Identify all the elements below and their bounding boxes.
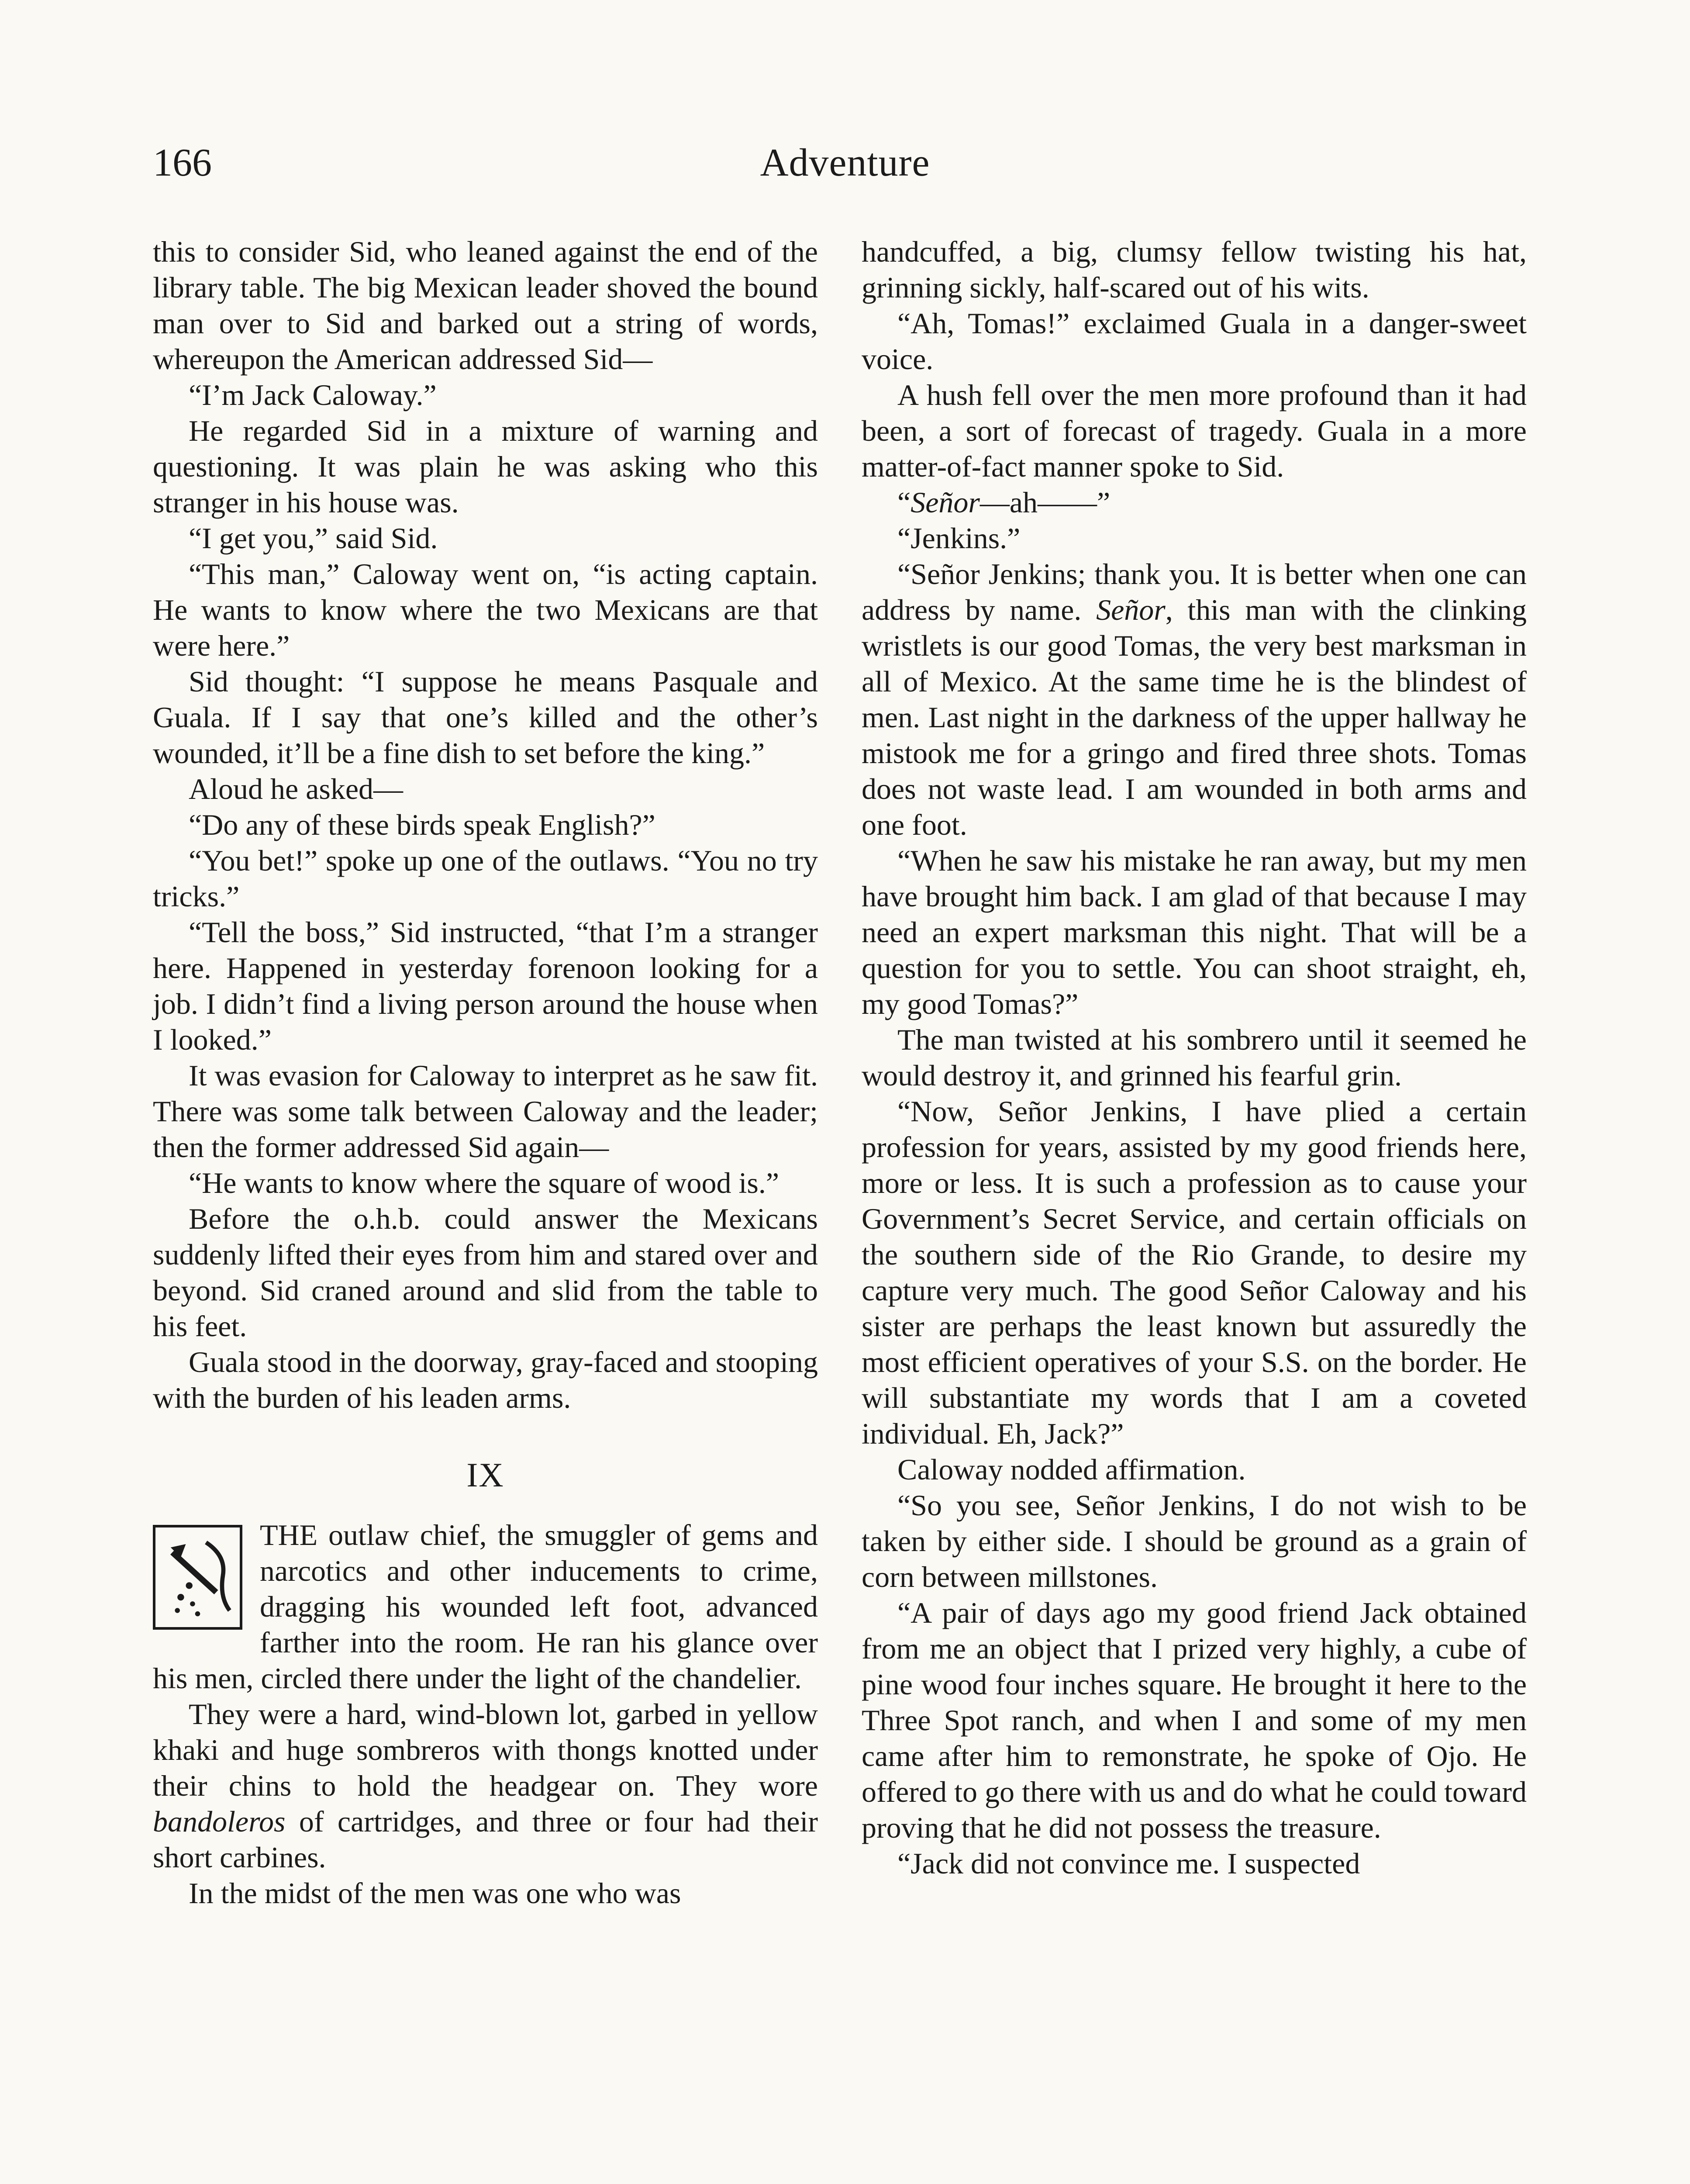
paragraph: Sid thought: “I suppose he means Pasquale and Guala. If I say that one’s killed and the other’s wounded, it’ll be a fine dish to set before the king.”: [153, 665, 818, 770]
paragraph: “Señor Jenkins; thank you. It is better when one can address by name. Señor, this man with the clinking wristlets is our good Tomas, the very best marksman in all of Mexico. At the same time he is the blindest of men. Last night in the darkness of the upper hallway he mistook me for a gringo and fired three shots. Tomas does not waste lead. I am wounded in both arms and one foot.: [862, 557, 1527, 841]
paragraph: “So you see, Señor Jenkins, I do not wish to be taken by either side. I should be ground as a grain of corn between millstones.: [862, 1489, 1527, 1593]
paragraph: “I get you,” said Sid.: [189, 522, 438, 555]
paragraph: “You bet!” spoke up one of the outlaws. “You no try tricks.”: [153, 844, 818, 913]
paragraph: Caloway nodded affirmation.: [897, 1453, 1246, 1486]
paragraph: “Jenkins.”: [897, 522, 1021, 555]
paragraph: Guala stood in the doorway, gray-faced and stooping with the burden of his leaden arms.: [153, 1345, 818, 1414]
paragraph: They were a hard, wind-blown lot, garbed in yellow khaki and huge sombreros with thongs knotted under their chins to hold the headgear on. They wore bandoleros of cartridges, and three or four had their short carbines.: [153, 1697, 818, 1874]
section-number: IX: [466, 1456, 504, 1494]
paragraph: “Tell the boss,” Sid instructed, “that I’m a stranger here. Happened in yesterday forenoon looking for a job. I didn’t find a living person around the house when I looked.”: [153, 916, 818, 1056]
dropcap-paragraph: [153, 1517, 818, 1696]
paragraph: “Jack did not convince me. I suspected: [897, 1847, 1360, 1880]
paragraph: Aloud he asked—: [189, 772, 404, 805]
paragraph: The man twisted at his sombrero until it seemed he would destroy it, and grinned his fearful grin.: [862, 1023, 1527, 1092]
paragraph: In the midst of the men was one who was: [189, 1876, 681, 1910]
paragraph: “Now, Señor Jenkins, I have plied a certain profession for years, assisted by my good friends here, more or less. It is such a profession as to cause your Government’s Secret Service, and certain officials on the southern side of the Rio Grande, to desire my capture very much. The good Señor Caloway and his sister are perhaps the least known but assuredly the most efficient operatives of your S.S. on the border. He will substantiate my words that I am a coveted individual. Eh, Jack?”: [862, 1095, 1527, 1450]
paragraph: this to consider Sid, who leaned against the end of the library table. The big Mexican leader shoved the bound man over to Sid and barked out a string of words, whereupon the American addressed Sid—: [153, 235, 818, 376]
italic-word: Señor: [1096, 593, 1166, 626]
page-number: 166: [153, 141, 212, 184]
dropcap-text: THE outlaw chief, the smuggler of gems and narcotics and other inducements to crime, dragging his wounded left foot, advanced farther into the room. He ran his glance over his men, circled there under the light of the chandelier.: [153, 1518, 818, 1695]
paragraph: “Do any of these birds speak English?”: [189, 808, 655, 841]
paragraph: He regarded Sid in a mixture of warning and questioning. It was plain he was asking who this stranger in his house was.: [153, 414, 818, 519]
paragraph: “I’m Jack Caloway.”: [189, 378, 437, 411]
paragraph: “When he saw his mistake he ran away, but my men have brought him back. I am glad of that because I may need an expert marksman this night. That will be a question for you to settle. You can shoot straight, eh, my good Tomas?”: [862, 844, 1527, 1020]
running-header: [153, 139, 1537, 209]
right-column: [862, 234, 1527, 1881]
paragraph: “Ah, Tomas!” exclaimed Guala in a danger-sweet voice.: [862, 307, 1527, 376]
paragraph: It was evasion for Caloway to interpret as he saw fit. There was some talk between Caloway and the leader; then the former addressed Sid again—: [153, 1059, 818, 1164]
italic-word: bandoleros: [153, 1805, 286, 1838]
left-column: [153, 234, 818, 1911]
paragraph: “This man,” Caloway went on, “is acting captain. He wants to know where the two Mexicans are that were here.”: [153, 557, 818, 662]
paragraph: A hush fell over the men more profound than it had been, a sort of forecast of tragedy. Guala in a more matter-of-fact manner spoke to Sid.: [862, 378, 1527, 483]
running-title: Adventure: [760, 141, 930, 184]
paragraph: Before the o.h.b. could answer the Mexicans suddenly lifted their eyes from him and stared over and beyond. Sid craned around and slid from the table to his feet.: [153, 1202, 818, 1343]
illustrated-initial-icon: [153, 1525, 242, 1630]
paragraph: “Señor—ah——”: [897, 486, 1111, 519]
paragraph: handcuffed, a big, clumsy fellow twisting his hat, grinning sickly, half-scared out of his wits.: [862, 235, 1527, 304]
paragraph: “A pair of days ago my good friend Jack obtained from me an object that I prized very highly, a cube of pine wood four inches square. He brought it here to the Three Spot ranch, and when I and some of my men came after him to remonstrate, he spoke of Ojo. He offered to go there with us and do what he could toward proving that he did not possess the treasure.: [862, 1596, 1527, 1844]
italic-word: Señor: [911, 486, 980, 519]
paragraph: “He wants to know where the square of wood is.”: [189, 1166, 779, 1199]
